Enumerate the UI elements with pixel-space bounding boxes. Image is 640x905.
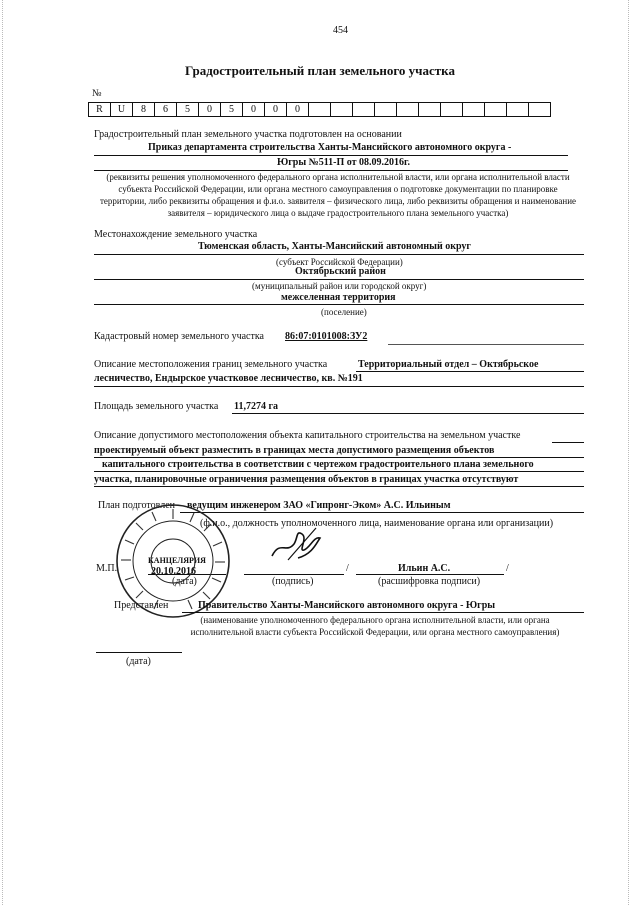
number-cell: R <box>89 103 111 117</box>
settlement-underline <box>94 304 584 305</box>
number-cell: 0 <box>265 103 287 117</box>
right-scan-edge <box>628 0 635 905</box>
slash-1: / <box>346 563 349 574</box>
placement-value-2: капитального строительства в соответствии с чертежом градостроительного плана земельного <box>102 459 534 470</box>
placement-underline-2 <box>94 471 584 472</box>
mp-label: М.П. <box>96 563 118 574</box>
signature-note: (подпись) <box>272 576 314 587</box>
number-cell: 0 <box>243 103 265 117</box>
basis-underline-1 <box>94 155 568 156</box>
placement-label-underline <box>552 442 584 443</box>
location-label: Местонахождение земельного участка <box>94 229 258 240</box>
number-cell <box>397 103 419 117</box>
number-cell <box>529 103 551 117</box>
cadastral-underline <box>388 344 584 345</box>
slash-2: / <box>506 563 509 574</box>
basis-note: (реквизиты решения уполномоченного федерального органа исполнительной власти, или органа исполнительной власти субъекта Российской Федерации, или органа местного самоуправления о подготовке документации по планировке территории, либо реквизиты обращения и ф.и.о. заявителя – физического лица, либо реквизиты обращения и наименование заявителя – юридического лица о выдаче градостроительного плана земельного участка) <box>99 172 577 218</box>
placement-underline-3 <box>94 486 584 487</box>
prepared-value: ведущим инженером ЗАО «Гипронг-Эком» А.С. Ильиным <box>187 500 451 511</box>
number-cell <box>419 103 441 117</box>
location-settlement: межселенная территория <box>281 292 396 303</box>
boundaries-underline-2 <box>94 386 584 387</box>
plan-number-grid <box>88 102 551 117</box>
number-cell: 5 <box>177 103 199 117</box>
basis-value-line2: Югры №511-П от 08.09.2016г. <box>277 157 410 168</box>
cadastral-label: Кадастровый номер земельного участка <box>94 331 264 342</box>
number-cell: 0 <box>199 103 221 117</box>
number-cell <box>485 103 507 117</box>
decode-underline <box>356 574 504 575</box>
number-cell <box>441 103 463 117</box>
cadastral-value: 86:07:0101008:ЗУ2 <box>285 331 368 342</box>
boundaries-value-2: лесничество, Ендырское участковое лесничество, кв. №191 <box>94 373 363 384</box>
district-note: (муниципальный район или городской округ) <box>252 281 427 291</box>
left-scan-edge <box>2 0 9 905</box>
number-cell <box>375 103 397 117</box>
number-cell: U <box>111 103 133 117</box>
basis-intro: Градостроительный план земельного участка подготовлен на основании <box>94 129 402 140</box>
number-cell <box>331 103 353 117</box>
bottom-date-note: (дата) <box>126 656 151 667</box>
basis-value-line1: Приказ департамента строительства Ханты-Мансийского автономного округа - <box>148 142 512 153</box>
settlement-note: (поселение) <box>321 307 367 317</box>
decode-value: Ильин А.С. <box>398 563 451 574</box>
bottom-date-underline <box>96 652 182 653</box>
number-cell <box>353 103 375 117</box>
number-cell: 8 <box>133 103 155 117</box>
prepared-note: (ф.и.о., должность уполномоченного лица, наименование органа или организации) <box>200 518 554 529</box>
decode-note: (расшифровка подписи) <box>378 576 481 587</box>
page-number: 454 <box>333 25 348 36</box>
signature-underline <box>244 574 344 575</box>
submitted-note-1: (наименование уполномоченного федерального органа исполнительной власти, или органа <box>200 615 550 625</box>
placement-label: Описание допустимого местоположения объекта капитального строительства на земельном участке <box>94 430 521 441</box>
submitted-underline <box>182 612 584 613</box>
placement-underline-1 <box>94 457 584 458</box>
area-underline <box>232 413 584 414</box>
placement-value-1: проектируемый объект разместить в границах места допустимого размещения объектов <box>94 445 495 456</box>
submitted-note-2: исполнительной власти субъекта Российской Федерации, или органа местного самоуправления) <box>190 627 560 637</box>
date-note: (дата) <box>172 576 197 587</box>
number-cell: 6 <box>155 103 177 117</box>
number-cell <box>463 103 485 117</box>
boundaries-label: Описание местоположения границ земельного участка <box>94 359 328 370</box>
seal-center-text: КАНЦЕЛЯРИЯ <box>148 556 206 565</box>
prepared-underline <box>180 512 584 513</box>
area-value: 11,7274 га <box>234 401 278 412</box>
date-value: 20.10.2016 <box>151 566 196 577</box>
area-label: Площадь земельного участка <box>94 401 219 412</box>
number-cell <box>309 103 331 117</box>
location-district: Октябрьский район <box>295 266 386 277</box>
boundaries-underline-1 <box>356 371 584 372</box>
subject-underline <box>94 254 584 255</box>
number-cell <box>507 103 529 117</box>
number-cell: 5 <box>221 103 243 117</box>
submitted-value: Правительство Ханты-Мансийского автономного округа - Югры <box>198 600 496 611</box>
handwritten-signature-icon <box>268 520 326 564</box>
location-subject: Тюменская область, Ханты-Мансийский автономный округ <box>198 241 471 252</box>
placement-value-3: участка, планировочные ограничения размещения объектов в границах участка отсутствуют <box>94 474 519 485</box>
subject-note: (субъект Российской Федерации) <box>276 257 403 267</box>
document-title: Градостроительный план земельного участка <box>185 63 455 78</box>
boundaries-value-1: Территориальный отдел – Октябрьское <box>358 359 539 370</box>
submitted-label: Представлен <box>114 600 169 611</box>
number-cell: 0 <box>287 103 309 117</box>
number-label: № <box>92 88 102 99</box>
prepared-label: План подготовлен <box>98 500 175 511</box>
